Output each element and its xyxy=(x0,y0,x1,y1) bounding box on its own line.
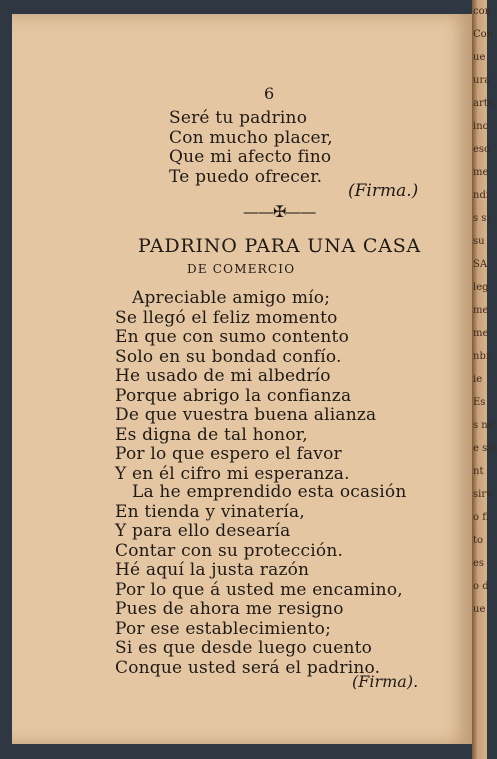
adjacent-text-fragment: ndi xyxy=(473,190,490,201)
verse-line: Se llegó el feliz momento xyxy=(115,307,338,328)
verse-line: Que mi afecto fino xyxy=(169,147,332,167)
adjacent-text-fragment: leg xyxy=(473,282,489,293)
verse-line: La he emprendido esta ocasión xyxy=(132,482,407,502)
stanza-two xyxy=(115,483,406,678)
intro-stanza xyxy=(169,109,333,187)
verse-line: Contar con su protección. xyxy=(115,540,344,561)
verse-line: Con mucho placer, xyxy=(169,127,333,148)
adjacent-text-fragment: ura xyxy=(473,75,491,86)
verse-line: En que con sumo contento xyxy=(115,327,350,347)
adjacent-page-edge xyxy=(472,0,497,759)
adjacent-text-fragment: Es xyxy=(473,397,486,408)
verse-line: Por lo que á usted me encamino, xyxy=(115,579,403,600)
section-subtitle: DE COMERCIO xyxy=(187,262,296,276)
adjacent-text-fragment: Con xyxy=(473,29,494,40)
adjacent-text-fragment: SA xyxy=(473,259,488,270)
adjacent-text-fragment: nt xyxy=(473,466,484,477)
verse-line: Te puedo ofrecer. xyxy=(169,166,323,187)
verse-line: He usado de mi albedrío xyxy=(115,366,331,386)
verse-line: En tienda y vinatería, xyxy=(115,501,305,522)
verse-line: Y para ello desearía xyxy=(115,521,291,541)
cross-ornament: ——✠—— xyxy=(243,202,316,221)
adjacent-text-fragment: con xyxy=(473,6,492,17)
adjacent-text-fragment: me xyxy=(473,328,489,339)
signature-placeholder: (Firma.) xyxy=(348,181,419,201)
adjacent-text-fragment: o d xyxy=(473,581,489,592)
adjacent-text-fragment: sirv xyxy=(473,489,492,500)
verse-line: Porque abrigo la confianza xyxy=(115,385,352,406)
adjacent-text-fragment: me xyxy=(473,167,489,178)
adjacent-text-fragment: s no xyxy=(473,420,494,431)
adjacent-text-fragment: nbr xyxy=(473,351,491,362)
signature-placeholder: (Firma). xyxy=(352,672,419,691)
verse-line: De que vuestra buena alianza xyxy=(115,405,377,425)
adjacent-text-fragment: arte xyxy=(473,98,494,109)
adjacent-text-fragment: eso xyxy=(473,144,491,155)
stanza-one xyxy=(115,289,376,484)
adjacent-text-fragment: ino xyxy=(473,121,489,132)
adjacent-text-fragment: me xyxy=(473,305,489,316)
adjacent-text-fragment: es xyxy=(473,558,485,569)
verse-line: Si es que desde luego cuento xyxy=(115,638,373,658)
verse-line: Por ese establecimiento; xyxy=(115,618,332,639)
adjacent-page-text xyxy=(472,0,497,621)
verse-line: Solo en su bondad confío. xyxy=(115,346,342,367)
book-page xyxy=(12,14,474,744)
verse-line: Por lo que espero el favor xyxy=(115,444,342,464)
section-title: PADRINO PARA UNA CASA xyxy=(138,235,422,257)
adjacent-text-fragment: s si xyxy=(473,213,490,224)
adjacent-text-fragment: ue xyxy=(473,604,486,615)
page-number: 6 xyxy=(264,84,275,103)
adjacent-text-fragment: e sin xyxy=(473,443,497,454)
verse-line: Seré tu padrino xyxy=(169,108,308,128)
adjacent-text-fragment: ue xyxy=(473,52,486,63)
adjacent-text-fragment: ie xyxy=(473,374,483,385)
verse-line: Pues de ahora me resigno xyxy=(115,599,344,619)
verse-line: Hé aquí la justa razón xyxy=(115,560,310,580)
adjacent-text-fragment: o fi xyxy=(473,512,489,523)
verse-line: Es digna de tal honor, xyxy=(115,424,308,445)
verse-line: Apreciable amigo mío; xyxy=(132,288,331,308)
verse-line: Conque usted será el padrino. xyxy=(115,657,381,678)
verse-line: Y en él cifro mi esperanza. xyxy=(115,463,350,484)
adjacent-text-fragment: to xyxy=(473,535,484,546)
adjacent-text-fragment: su xyxy=(473,236,485,247)
